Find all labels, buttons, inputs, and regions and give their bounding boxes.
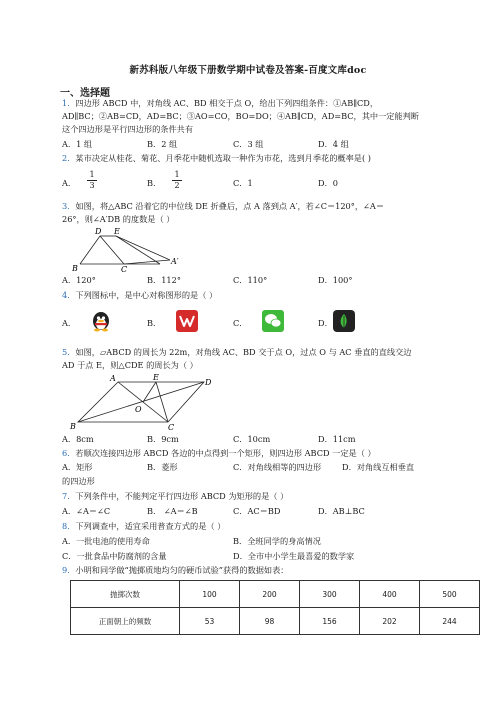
q8-option-a: A．一批电池的使用寿命 — [62, 536, 150, 546]
q1-line2: AD∥BC；②AB=CD，AD=BC；③AO=CO，BO=DO；④AB∥CD，AD=BC，其中一定能判断 — [62, 111, 420, 121]
table-cell: 202 — [360, 608, 420, 635]
table-cell: 400 — [360, 581, 420, 608]
document-title: 新苏科版八年级下册数学期中试卷及答案-百度文库doc — [129, 65, 367, 76]
q1-line3: 这个四边形是平行四边形的条件共有 — [62, 124, 194, 134]
table-row — [71, 608, 480, 635]
q3-line2: 26°，则∠A′DB 的度数是（ ） — [62, 214, 175, 224]
q4-option-a: A． — [62, 318, 77, 328]
table-cell: 156 — [300, 608, 360, 635]
q1-line1: 1．四边形 ABCD 中，对角线 AC、BD 相交于点 O，给出下列四组条件：①AB∥CD， — [62, 98, 379, 108]
q5-option-c: C．10cm — [233, 434, 271, 444]
q6-line1: 6．若顺次连接四边形 ABCD 各边的中点得到一个矩形，则四边形 ABCD 一定是（ ） — [62, 448, 376, 458]
table-cell: 98 — [240, 608, 300, 635]
q2-fraction-a: $\frac{1}{3}$ — [87, 171, 97, 190]
q3-label-a-prime: A′ — [171, 257, 179, 266]
q4-option-d: D． — [318, 318, 333, 328]
leaf-icon — [333, 310, 355, 332]
q1-option-d: D．4 组 — [318, 139, 349, 149]
table-cell: 100 — [180, 581, 240, 608]
wps-icon — [176, 310, 198, 332]
q4-option-c: C． — [233, 318, 248, 328]
q5-line2: AD 于点 E，则△CDE 的周长为（ ） — [62, 360, 198, 370]
q5-option-d: D．11cm — [318, 434, 356, 444]
q5-option-a: A．8cm — [62, 434, 94, 444]
q2-option-b: B． — [147, 178, 162, 188]
q5-label-a: A — [110, 374, 116, 383]
q3-label-d: D — [95, 227, 102, 236]
q5-label-o: O — [135, 405, 142, 414]
q3-option-d: D．100° — [318, 275, 353, 285]
q3-line1: 3．如图，将△ABC 沿着它的中位线 DE 折叠后，点 A 落到点 A′，若∠C＝120°，∠A＝ — [62, 201, 385, 211]
penguin-icon — [90, 310, 112, 332]
q2-option-c: C．1 — [233, 178, 253, 188]
table-cell: 244 — [420, 608, 480, 635]
q3-label-e: E — [114, 227, 120, 236]
q5-label-b: B — [70, 422, 76, 431]
q5-label-d: D — [205, 378, 212, 387]
q3-triangle-figure — [70, 226, 190, 274]
q9-line1: 9．小明和同学做“抛掷质地均匀的硬币试验”获得的数据如表： — [62, 565, 289, 575]
q7-line1: 7．下列条件中，不能判定平行四边形 ABCD 为矩形的是（ ） — [62, 491, 289, 501]
q1-option-a: A．1 组 — [62, 139, 93, 149]
q3-option-b: B．112° — [147, 275, 181, 285]
table-cell: 500 — [420, 581, 480, 608]
section-heading: 一、选择题 — [60, 88, 110, 99]
q8-option-d: D．全市中小学生最喜爱的数学家 — [233, 551, 355, 561]
table-cell: 53 — [180, 608, 240, 635]
q7-option-b: B． ∠A＝∠B — [147, 506, 198, 516]
q7-option-c: C．AC＝BD — [233, 506, 281, 516]
wechat-icon — [262, 310, 284, 332]
q3-label-c: C — [121, 265, 128, 274]
q5-line1: 5．如图，▱ABCD 的周长为 22m，对角线 AC、BD 交于点 O，过点 O 与 AC 垂直的直线交边 — [62, 347, 412, 357]
q3-option-a: A．120° — [62, 275, 96, 285]
table-cell: 抛掷次数 — [71, 581, 180, 608]
q2-fraction-b: $\frac{1}{2}$ — [172, 171, 182, 190]
q1-option-c: C．3 组 — [233, 139, 264, 149]
table-cell: 300 — [300, 581, 360, 608]
q6-line2: 的四边形 — [62, 476, 95, 486]
q6-option-a: A．矩形 — [62, 462, 93, 472]
q6-option-d: D．对角线互相垂直 — [342, 462, 415, 472]
q8-option-c: C．一批食品中防腐剂的含量 — [62, 551, 167, 561]
q3-option-c: C．110° — [233, 275, 268, 285]
q5-label-c: C — [168, 423, 175, 432]
table-row — [71, 581, 480, 608]
q2-option-a: A． — [62, 178, 77, 188]
q2-option-d: D．0 — [318, 178, 338, 188]
q5-label-e: E — [153, 373, 159, 382]
coin-toss-table — [70, 580, 480, 635]
table-cell: 200 — [240, 581, 300, 608]
q7-option-a: A．∠A＝∠C — [62, 506, 111, 516]
q5-option-b: B．9cm — [147, 434, 179, 444]
q8-line1: 8．下列调查中，适宜采用普查方式的是（ ） — [62, 521, 226, 531]
q2-line1: 2．某市决定从桂花、菊花、月季花中随机选取一种作为市花，选到月季花的概率是( ) — [62, 153, 371, 163]
q4-line1: 4．下列图标中，是中心对称图形的是（ ） — [62, 290, 218, 300]
q3-label-b: B — [72, 264, 78, 273]
q1-option-b: B．2 组 — [147, 139, 178, 149]
q6-option-c: C．对角线相等的四边形 — [233, 462, 322, 472]
q8-option-b: B．全班同学的身高情况 — [233, 536, 321, 546]
table-cell: 正面朝上的频数 — [71, 608, 180, 635]
q7-option-d: D．AB⊥BC — [318, 506, 365, 516]
q6-option-b: B．菱形 — [147, 462, 178, 472]
q4-option-b: B． — [147, 318, 162, 328]
q5-parallelogram-figure — [68, 372, 218, 432]
